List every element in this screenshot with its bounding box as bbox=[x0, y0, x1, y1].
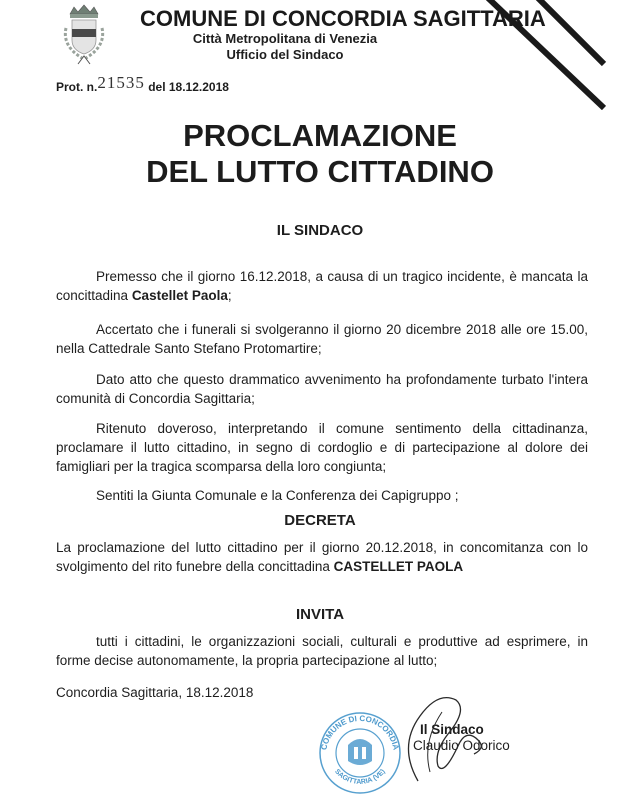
place-and-date: Concordia Sagittaria, 18.12.2018 bbox=[56, 685, 254, 700]
protocol-number: 21535 bbox=[97, 73, 145, 92]
signer-name: Claudio Odorico bbox=[413, 738, 510, 753]
premise-paragraph-1 bbox=[56, 267, 588, 305]
title-line-1: PROCLAMAZIONE bbox=[183, 118, 457, 153]
premise-1-end: ; bbox=[227, 288, 232, 303]
premise-paragraph-5: Sentiti la Giunta Comunale e la Conferenza dei Capigruppo ; bbox=[96, 488, 459, 503]
organization-name: COMUNE DI CONCORDIA SAGITTARIA bbox=[140, 6, 546, 31]
handwritten-signature bbox=[378, 686, 498, 786]
document-title bbox=[0, 118, 640, 190]
decree-paragraph bbox=[56, 538, 588, 576]
municipal-crest-icon bbox=[56, 4, 112, 66]
invitation-paragraph: tutti i cittadini, le organizzazioni sociali, culturali e produttive ad esprimere, in forme decise autonomamente, la propria partecipazione al lutto; bbox=[56, 634, 588, 668]
signer-role: Il Sindaco bbox=[420, 722, 484, 737]
authority-heading: IL SINDACO bbox=[276, 222, 364, 239]
stamp-text-bottom: SAGITTARIA (VE) bbox=[333, 768, 387, 786]
protocol-label: Prot. n. bbox=[56, 80, 98, 94]
decree-deceased-name: CASTELLET PAOLA bbox=[333, 559, 464, 574]
decree-text: La proclamazione del lutto cittadino per il giorno 20.12.2018, in concomitanza con lo svolgimento del rito funebre della concittadina bbox=[56, 540, 588, 574]
decree-heading: DECRETA bbox=[284, 512, 356, 529]
black-mourning-band-icon bbox=[480, 0, 640, 110]
premise-1-text: Premesso che il giorno 16.12.2018, a causa di un tragico incidente, è mancata la concittadina bbox=[56, 269, 588, 303]
protocol-date: del 18.12.2018 bbox=[148, 80, 229, 94]
title-line-2: DEL LUTTO CITTADINO bbox=[146, 154, 494, 189]
invitation-heading: INVITA bbox=[295, 606, 345, 623]
organization-subtitle: Città Metropolitana di Venezia bbox=[192, 31, 378, 46]
stamp-text-top: COMUNE DI CONCORDIA bbox=[319, 713, 401, 751]
premise-paragraph-3: Dato atto che questo drammatico avvenimento ha profondamente turbato l'intera comunità di Concordia Sagittaria; bbox=[56, 372, 588, 406]
office-name: Ufficio del Sindaco bbox=[226, 47, 344, 62]
premise-paragraph-4: Ritenuto doveroso, interpretando il comune sentimento della cittadinanza, proclamare il lutto cittadino, in segno di cordoglio e di partecipazione al dolore dei famigliari per la tragica scomparsa della loro congiunta; bbox=[56, 421, 588, 474]
deceased-name: Castellet Paola bbox=[131, 288, 228, 303]
protocol-line bbox=[56, 73, 229, 96]
premise-paragraph-2: Accertato che i funerali si svolgeranno il giorno 20 dicembre 2018 alle ore 15.00, nella Cattedrale Santo Stefano Protomartire; bbox=[56, 322, 588, 356]
